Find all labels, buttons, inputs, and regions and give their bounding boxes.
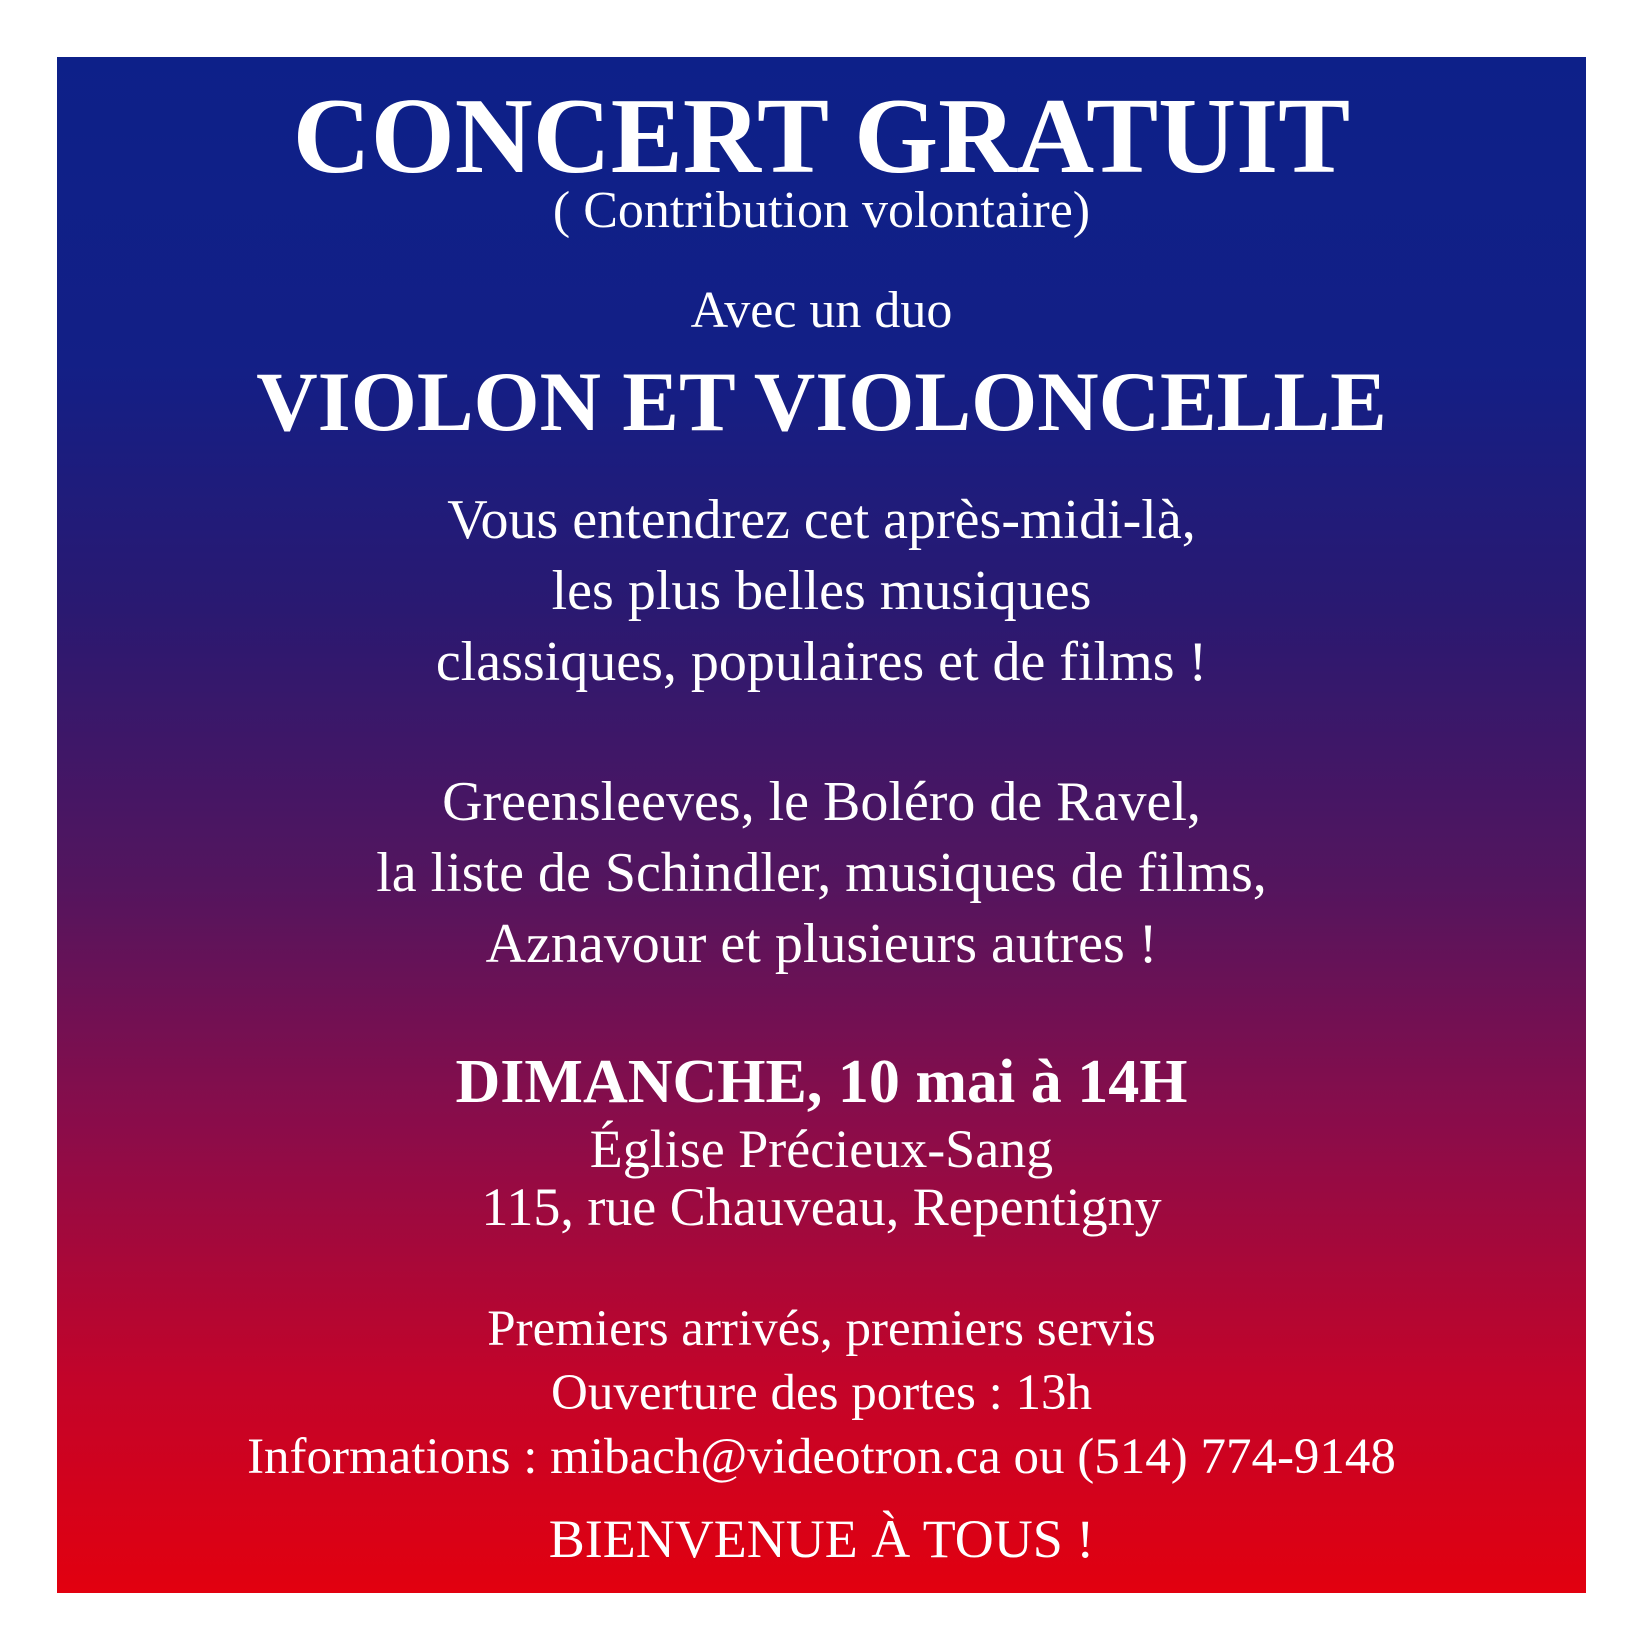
intro-line: Avec un duo (690, 282, 953, 339)
program-line: Greensleeves, le Boléro de Ravel, (442, 771, 1201, 833)
program-line: Aznavour et plusieurs autres ! (485, 913, 1158, 975)
description-line: Vous entendrez cet après-midi-là, (447, 489, 1196, 551)
program-line: la liste de Schindler, musiques de films, (376, 842, 1267, 904)
program-block (57, 767, 1586, 980)
event-date: DIMANCHE, 10 mai à 14H (455, 1048, 1188, 1116)
closing-line: BIENVENUE À TOUS ! (548, 1509, 1095, 1569)
info-line: Premiers arrivés, premiers servis (487, 1301, 1156, 1357)
poster (57, 57, 1586, 1593)
info-line: Ouverture des portes : 13h (550, 1365, 1093, 1421)
venue-name: Église Précieux-Sang (589, 1119, 1054, 1179)
poster-subtitle: ( Contribution volontaire) (552, 182, 1091, 239)
duo-title: VIOLON ET VIOLONCELLE (256, 355, 1387, 449)
info-line: Informations : mibach@videotron.ca ou (514) 774-9148 (247, 1429, 1396, 1485)
info-block (57, 1297, 1586, 1489)
venue-address: 115, rue Chauveau, Repentigny (481, 1177, 1162, 1237)
description-block (57, 485, 1586, 698)
description-line: les plus belles musiques (551, 560, 1092, 622)
description-line: classiques, populaires et de films ! (435, 631, 1208, 693)
poster-title: CONCERT GRATUIT (292, 77, 1351, 196)
